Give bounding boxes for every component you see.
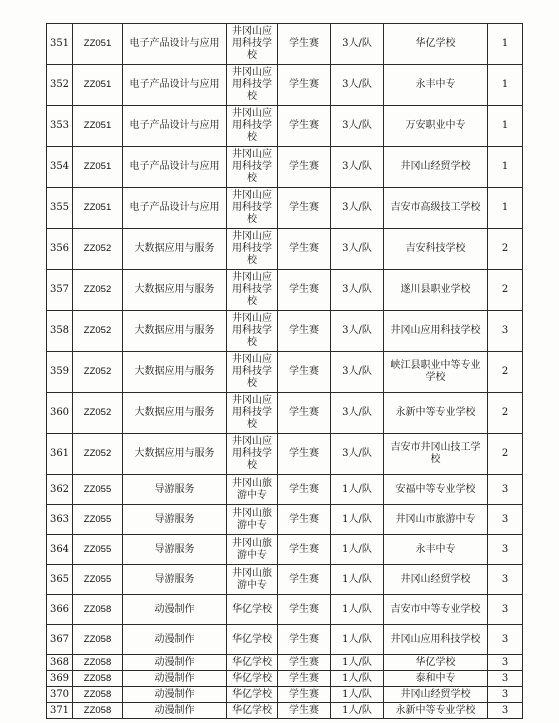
cell-event-name: 导游服务 — [123, 475, 227, 505]
table-row — [47, 188, 523, 229]
table-row — [47, 565, 523, 595]
cell-participating-school: 永丰中专 — [384, 65, 488, 106]
cell-host-school: 井冈山旅游中专 — [227, 505, 278, 535]
table-body — [47, 24, 523, 719]
cell-participating-school: 永新中等专业学校 — [384, 393, 488, 434]
cell-event-name: 导游服务 — [123, 505, 227, 535]
cell-competition-type: 学生赛 — [278, 535, 331, 565]
cell-team-size: 3人/队 — [331, 188, 384, 229]
cell-event-name: 电子产品设计与应用 — [123, 65, 227, 106]
cell-serial-number: 371 — [47, 703, 73, 719]
cell-participating-school: 井冈山应用科技学校 — [384, 311, 488, 352]
table-row — [47, 625, 523, 655]
cell-participating-school: 井冈山经贸学校 — [384, 147, 488, 188]
cell-event-name: 大数据应用与服务 — [123, 352, 227, 393]
cell-serial-number: 367 — [47, 625, 73, 655]
cell-quota: 3 — [488, 595, 523, 625]
cell-competition-type: 学生赛 — [278, 24, 331, 65]
table-row — [47, 311, 523, 352]
cell-competition-type: 学生赛 — [278, 147, 331, 188]
cell-serial-number: 359 — [47, 352, 73, 393]
cell-competition-type: 学生赛 — [278, 229, 331, 270]
cell-team-size: 1人/队 — [331, 475, 384, 505]
cell-host-school: 井冈山应用科技学校 — [227, 434, 278, 475]
cell-competition-type: 学生赛 — [278, 352, 331, 393]
cell-host-school: 井冈山旅游中专 — [227, 535, 278, 565]
cell-team-size: 3人/队 — [331, 147, 384, 188]
cell-quota: 3 — [488, 311, 523, 352]
cell-serial-number: 352 — [47, 65, 73, 106]
cell-event-code: ZZ051 — [73, 188, 123, 229]
cell-event-name: 动漫制作 — [123, 595, 227, 625]
table-row — [47, 475, 523, 505]
cell-team-size: 1人/队 — [331, 703, 384, 719]
cell-quota: 3 — [488, 671, 523, 687]
cell-competition-type: 学生赛 — [278, 188, 331, 229]
cell-host-school: 井冈山应用科技学校 — [227, 65, 278, 106]
cell-host-school: 华亿学校 — [227, 655, 278, 671]
cell-event-code: ZZ058 — [73, 655, 123, 671]
cell-host-school: 华亿学校 — [227, 687, 278, 703]
cell-quota: 3 — [488, 475, 523, 505]
cell-serial-number: 363 — [47, 505, 73, 535]
cell-quota: 1 — [488, 106, 523, 147]
cell-event-code: ZZ058 — [73, 703, 123, 719]
cell-event-code: ZZ052 — [73, 434, 123, 475]
cell-event-code: ZZ055 — [73, 565, 123, 595]
cell-competition-type: 学生赛 — [278, 625, 331, 655]
cell-event-name: 动漫制作 — [123, 655, 227, 671]
cell-host-school: 井冈山应用科技学校 — [227, 393, 278, 434]
cell-competition-type: 学生赛 — [278, 270, 331, 311]
cell-quota: 2 — [488, 352, 523, 393]
cell-competition-type: 学生赛 — [278, 393, 331, 434]
cell-participating-school: 华亿学校 — [384, 24, 488, 65]
cell-event-name: 导游服务 — [123, 565, 227, 595]
cell-serial-number: 370 — [47, 687, 73, 703]
cell-event-name: 大数据应用与服务 — [123, 393, 227, 434]
cell-quota: 1 — [488, 147, 523, 188]
cell-quota: 3 — [488, 655, 523, 671]
cell-team-size: 1人/队 — [331, 505, 384, 535]
cell-event-code: ZZ052 — [73, 393, 123, 434]
cell-competition-type: 学生赛 — [278, 475, 331, 505]
cell-event-code: ZZ051 — [73, 65, 123, 106]
cell-event-code: ZZ051 — [73, 24, 123, 65]
cell-event-name: 大数据应用与服务 — [123, 229, 227, 270]
table-row — [47, 671, 523, 687]
cell-serial-number: 365 — [47, 565, 73, 595]
cell-event-code: ZZ058 — [73, 595, 123, 625]
table-row — [47, 703, 523, 719]
cell-host-school: 井冈山旅游中专 — [227, 475, 278, 505]
cell-quota: 3 — [488, 703, 523, 719]
cell-quota: 3 — [488, 505, 523, 535]
cell-host-school: 井冈山旅游中专 — [227, 565, 278, 595]
cell-team-size: 3人/队 — [331, 352, 384, 393]
table-row — [47, 24, 523, 65]
table-row — [47, 655, 523, 671]
table-row — [47, 270, 523, 311]
cell-event-name: 导游服务 — [123, 535, 227, 565]
cell-event-code: ZZ055 — [73, 475, 123, 505]
cell-team-size: 3人/队 — [331, 311, 384, 352]
table-row — [47, 687, 523, 703]
cell-host-school: 华亿学校 — [227, 703, 278, 719]
cell-event-code: ZZ052 — [73, 311, 123, 352]
cell-participating-school: 吉安科技学校 — [384, 229, 488, 270]
cell-serial-number: 353 — [47, 106, 73, 147]
cell-team-size: 3人/队 — [331, 393, 384, 434]
table-row — [47, 352, 523, 393]
cell-participating-school: 吉安市高级技工学校 — [384, 188, 488, 229]
cell-serial-number: 356 — [47, 229, 73, 270]
cell-quota: 2 — [488, 434, 523, 475]
cell-participating-school: 峡江县职业中等专业学校 — [384, 352, 488, 393]
cell-host-school: 井冈山应用科技学校 — [227, 352, 278, 393]
cell-quota: 2 — [488, 270, 523, 311]
cell-quota: 1 — [488, 24, 523, 65]
cell-competition-type: 学生赛 — [278, 565, 331, 595]
cell-serial-number: 361 — [47, 434, 73, 475]
cell-quota: 3 — [488, 535, 523, 565]
cell-team-size: 1人/队 — [331, 671, 384, 687]
cell-participating-school: 吉安市井冈山技工学校 — [384, 434, 488, 475]
cell-event-code: ZZ058 — [73, 687, 123, 703]
cell-serial-number: 357 — [47, 270, 73, 311]
cell-serial-number: 354 — [47, 147, 73, 188]
cell-event-name: 动漫制作 — [123, 671, 227, 687]
cell-competition-type: 学生赛 — [278, 671, 331, 687]
cell-team-size: 3人/队 — [331, 106, 384, 147]
table-row — [47, 229, 523, 270]
cell-quota: 3 — [488, 625, 523, 655]
cell-quota: 2 — [488, 229, 523, 270]
cell-event-code: ZZ052 — [73, 270, 123, 311]
table-row — [47, 535, 523, 565]
cell-competition-type: 学生赛 — [278, 595, 331, 625]
cell-event-code: ZZ058 — [73, 671, 123, 687]
cell-team-size: 3人/队 — [331, 270, 384, 311]
cell-host-school: 井冈山应用科技学校 — [227, 188, 278, 229]
cell-team-size: 1人/队 — [331, 687, 384, 703]
cell-event-name: 动漫制作 — [123, 703, 227, 719]
cell-serial-number: 351 — [47, 24, 73, 65]
cell-host-school: 华亿学校 — [227, 625, 278, 655]
table-row — [47, 505, 523, 535]
cell-competition-type: 学生赛 — [278, 106, 331, 147]
cell-competition-type: 学生赛 — [278, 505, 331, 535]
cell-serial-number: 362 — [47, 475, 73, 505]
cell-host-school: 华亿学校 — [227, 595, 278, 625]
table-row — [47, 65, 523, 106]
cell-host-school: 井冈山应用科技学校 — [227, 270, 278, 311]
cell-team-size: 1人/队 — [331, 625, 384, 655]
registration-table — [46, 23, 523, 719]
cell-team-size: 1人/队 — [331, 655, 384, 671]
cell-quota: 2 — [488, 393, 523, 434]
cell-quota: 1 — [488, 65, 523, 106]
cell-event-code: ZZ051 — [73, 106, 123, 147]
cell-event-name: 大数据应用与服务 — [123, 270, 227, 311]
cell-team-size: 1人/队 — [331, 595, 384, 625]
cell-host-school: 井冈山应用科技学校 — [227, 147, 278, 188]
cell-host-school: 华亿学校 — [227, 671, 278, 687]
cell-host-school: 井冈山应用科技学校 — [227, 24, 278, 65]
cell-host-school: 井冈山应用科技学校 — [227, 311, 278, 352]
cell-team-size: 1人/队 — [331, 565, 384, 595]
cell-participating-school: 万安职业中专 — [384, 106, 488, 147]
cell-quota: 3 — [488, 687, 523, 703]
cell-host-school: 井冈山应用科技学校 — [227, 229, 278, 270]
cell-event-code: ZZ052 — [73, 229, 123, 270]
cell-quota: 3 — [488, 565, 523, 595]
cell-participating-school: 井冈山应用科技学校 — [384, 625, 488, 655]
cell-event-code: ZZ052 — [73, 352, 123, 393]
cell-event-name: 电子产品设计与应用 — [123, 188, 227, 229]
cell-host-school: 井冈山应用科技学校 — [227, 106, 278, 147]
table-row — [47, 106, 523, 147]
cell-event-name: 电子产品设计与应用 — [123, 24, 227, 65]
cell-team-size: 3人/队 — [331, 24, 384, 65]
cell-participating-school: 华亿学校 — [384, 655, 488, 671]
cell-participating-school: 泰和中专 — [384, 671, 488, 687]
cell-serial-number: 355 — [47, 188, 73, 229]
cell-quota: 1 — [488, 188, 523, 229]
cell-serial-number: 360 — [47, 393, 73, 434]
cell-event-name: 电子产品设计与应用 — [123, 147, 227, 188]
cell-participating-school: 遂川县职业学校 — [384, 270, 488, 311]
cell-event-name: 动漫制作 — [123, 625, 227, 655]
cell-event-code: ZZ055 — [73, 535, 123, 565]
cell-team-size: 3人/队 — [331, 65, 384, 106]
cell-event-code: ZZ055 — [73, 505, 123, 535]
cell-competition-type: 学生赛 — [278, 311, 331, 352]
cell-event-name: 大数据应用与服务 — [123, 434, 227, 475]
cell-competition-type: 学生赛 — [278, 703, 331, 719]
cell-team-size: 3人/队 — [331, 434, 384, 475]
table-row — [47, 147, 523, 188]
table-row — [47, 393, 523, 434]
cell-participating-school: 吉安市中等专业学校 — [384, 595, 488, 625]
cell-participating-school: 井冈山经贸学校 — [384, 565, 488, 595]
cell-participating-school: 井冈山经贸学校 — [384, 687, 488, 703]
cell-competition-type: 学生赛 — [278, 655, 331, 671]
cell-serial-number: 364 — [47, 535, 73, 565]
cell-event-code: ZZ058 — [73, 625, 123, 655]
cell-participating-school: 永丰中专 — [384, 535, 488, 565]
cell-event-name: 大数据应用与服务 — [123, 311, 227, 352]
cell-competition-type: 学生赛 — [278, 687, 331, 703]
cell-serial-number: 368 — [47, 655, 73, 671]
cell-event-name: 动漫制作 — [123, 687, 227, 703]
cell-event-name: 电子产品设计与应用 — [123, 106, 227, 147]
table-row — [47, 595, 523, 625]
cell-serial-number: 366 — [47, 595, 73, 625]
cell-participating-school: 安福中等专业学校 — [384, 475, 488, 505]
cell-participating-school: 井冈山市旅游中专 — [384, 505, 488, 535]
cell-team-size: 3人/队 — [331, 229, 384, 270]
cell-team-size: 1人/队 — [331, 535, 384, 565]
cell-participating-school: 永新中等专业学校 — [384, 703, 488, 719]
cell-serial-number: 358 — [47, 311, 73, 352]
cell-competition-type: 学生赛 — [278, 434, 331, 475]
cell-event-code: ZZ051 — [73, 147, 123, 188]
cell-serial-number: 369 — [47, 671, 73, 687]
cell-competition-type: 学生赛 — [278, 65, 331, 106]
table-row — [47, 434, 523, 475]
